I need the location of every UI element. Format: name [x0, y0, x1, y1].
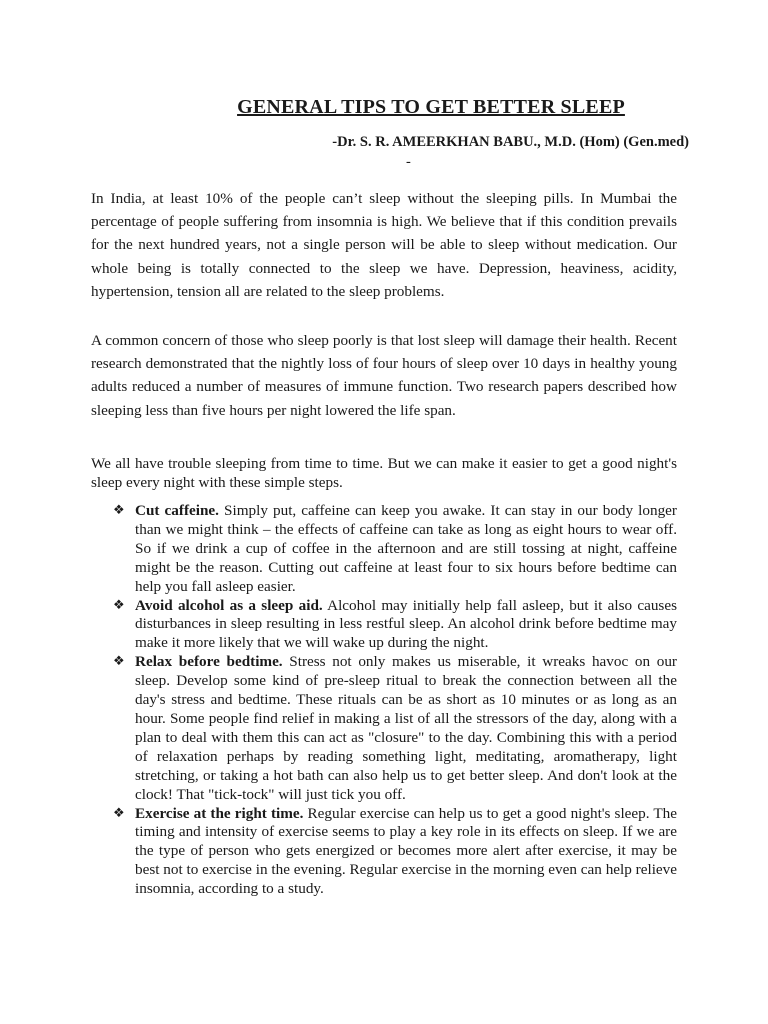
paragraph-intro: In India, at least 10% of the people can’t sleep without the sleeping pills. In Mumbai the percentage of people suffering from insomnia is high. We believe that if this condition prevails for the next hundred years, not a single person will be able to sleep without medication. Our whole being is totally connected to the sleep we have. Depression, heaviness, acidity, hypertension, tension all are related to the sleep problems. — [91, 190, 677, 300]
tip-title: Avoid alcohol as a sleep aid. — [135, 596, 323, 614]
diamond-bullet-icon: ❖ — [113, 503, 125, 518]
tip-title: Cut caffeine. — [135, 502, 219, 519]
tip-text: Alcohol may initially help fall asleep, but it also causes disturbances in sleep resulting in less restful sleep. An alcohol drink before bedtime may make it more likely that we will wake up during the night. — [135, 596, 677, 652]
list-item — [113, 805, 677, 900]
diamond-bullet-icon: ❖ — [113, 805, 125, 821]
list-item — [113, 502, 677, 597]
tip-text: Regular exercise can help us to get a good night's sleep. The timing and intensity of exercise seems to play a key role in its effects on sleep. If we are the type of person who gets energized or becomes more alert after exercise, it may be best not to exercise in the evening. Regular exercise in the morning even can help relieve insomnia, according to a study. — [135, 804, 677, 898]
paragraph-health-concern: A common concern of those who sleep poorly is that lost sleep will damage their health. Recent research demonstrated that the nightly loss of four hours of sleep over 10 days in healthy young adults reduced a number of measures of immune function. Two research papers described how sleeping less than five hours per night lowered the life span. — [91, 332, 677, 419]
author-trailing-mark: - — [406, 154, 411, 170]
tip-text: Simply put, caffeine can keep you awake. It can stay in our body longer than we might think – the effects of caffeine can take as long as eight hours to wear off. So if we drink a cup of coffee in the afternoon and are still tossing at night, caffeine might be the reason. Cutting out caffeine at least four to six hours before bedtime can help you fall asleep easier. — [135, 502, 677, 595]
tip-text: Stress not only makes us miserable, it wreaks havoc on our sleep. Develop some kind of pre-sleep ritual to break the connection between all the day's stress and bedtime. These rituals can be as short as 10 minutes or as long as an hour. Some people find relief in making a list of all the stressors of the day, along with a plan to deal with them this can act as "closure" to the day. Combining this with a period of relaxation perhaps by reading something light, meditating, aromatherapy, light stretching, or taking a hot bath can also help us to get better sleep. And don't look at the clock! That "tick-tock" will just tick you off. — [135, 653, 677, 803]
author-line: -Dr. S. R. AMEERKHAN BABU., M.D. (Hom) (Gen.med) — [332, 134, 689, 150]
list-item — [113, 653, 677, 804]
paragraph-tips-intro: We all have trouble sleeping from time to time. But we can make it easier to get a good night's sleep every night with these simple steps. — [91, 455, 677, 491]
tips-list — [113, 502, 677, 899]
document-title: GENERAL TIPS TO GET BETTER SLEEP — [237, 96, 625, 118]
diamond-bullet-icon: ❖ — [113, 654, 125, 670]
list-item — [113, 597, 677, 654]
tip-title: Relax before bedtime. — [135, 653, 283, 671]
tip-title: Exercise at the right time. — [135, 804, 304, 822]
diamond-bullet-icon: ❖ — [113, 597, 125, 613]
